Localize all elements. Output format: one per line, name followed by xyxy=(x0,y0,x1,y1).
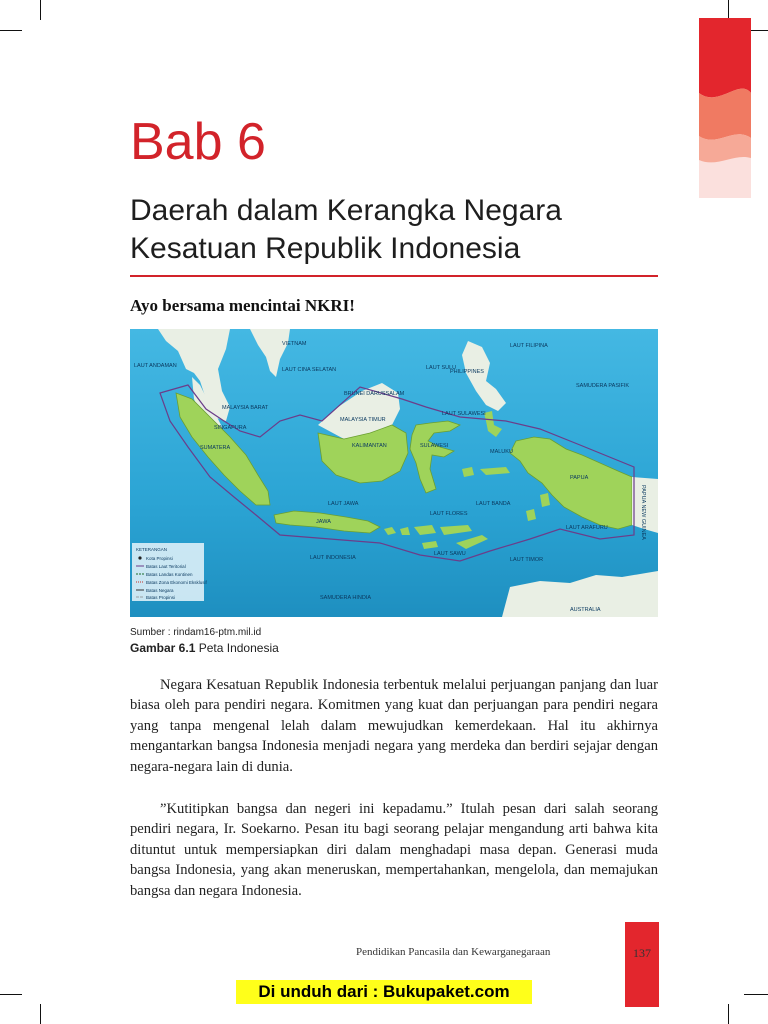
download-banner-text[interactable]: Di unduh dari : Bukupaket.com xyxy=(258,982,510,1001)
figure-caption-number: Gambar 6.1 xyxy=(130,641,196,655)
map-label-laut-cina-selatan: LAUT CINA SELATAN xyxy=(282,367,337,373)
legend-item: Batas Propinsi xyxy=(146,595,176,600)
map-label-singapura: SINGAPURA xyxy=(214,425,247,431)
indonesia-map xyxy=(130,329,658,617)
crop-mark xyxy=(0,30,22,31)
map-label-papua-new-guinea: PAPUA NEW GUINEA xyxy=(640,485,646,540)
map-label-papua: PAPUA xyxy=(570,475,589,481)
map-label-jawa: JAWA xyxy=(316,519,331,525)
map-label-samudera-hindia: SAMUDERA HINDIA xyxy=(320,595,372,601)
body-paragraph-2 xyxy=(130,799,658,901)
title-divider xyxy=(130,275,658,277)
crop-mark xyxy=(744,994,768,995)
map-svg xyxy=(130,329,658,617)
map-label-samudera-pasifik: SAMUDERA PASIFIK xyxy=(576,383,630,389)
chapter-title-line-2: Kesatuan Republik Indonesia xyxy=(130,232,521,265)
chapter-title xyxy=(130,192,562,268)
body-paragraph-1 xyxy=(130,675,658,777)
map-label-sulawesi: SULAWESI xyxy=(420,443,449,449)
crop-mark xyxy=(728,1004,729,1024)
map-label-kalimantan: KALIMANTAN xyxy=(352,443,387,449)
map-label-maluku: MALUKU xyxy=(490,449,513,455)
figure-source: Sumber : rindam16-ptm.mil.id xyxy=(130,627,262,638)
map-label-laut-flores: LAUT FLORES xyxy=(430,511,468,517)
crop-mark xyxy=(0,994,22,995)
legend-item: Batas Laut Teritorial xyxy=(146,564,186,569)
page-number-tab xyxy=(625,922,659,1007)
map-label-australia: AUSTRALIA xyxy=(570,607,601,613)
figure-caption-text: Peta Indonesia xyxy=(198,641,279,655)
body-paragraph-2-text: ”Kutitipkan bangsa dan negeri ini kepadamu.” Itulah pesan dari salah seorang pendiri negara, Ir. Soekarno. Pesan itu bagi seorang pelajar mengandung arti bahwa kita dituntut untuk mempersiapkan diri dalam menghadapi masa depan. Generasi muda bangsa Indonesia, yang akan meneruskan, mempertahankan, mengelola, dan memajukan bangsa dan negara Indonesia. xyxy=(130,801,658,899)
map-label-laut-filipina: LAUT FILIPINA xyxy=(510,343,548,349)
crop-mark xyxy=(40,1004,41,1024)
download-banner[interactable] xyxy=(236,980,532,1004)
footer-book-title: Pendidikan Pancasila dan Kewarganegaraan xyxy=(356,946,551,958)
chapter-label: Bab 6 xyxy=(130,113,266,171)
map-label-brunei: BRUNEI DARUSSALAM xyxy=(344,391,405,397)
map-label-laut-banda: LAUT BANDA xyxy=(476,501,511,507)
chapter-tab-decoration xyxy=(699,18,751,198)
map-label-sumatera: SUMATERA xyxy=(200,445,231,451)
map-label-malaysia-barat: MALAYSIA BARAT xyxy=(222,405,269,411)
figure-caption xyxy=(130,641,279,655)
map-label-laut-timor: LAUT TIMOR xyxy=(510,557,544,563)
legend-item: Batas Landas Kontinen xyxy=(146,572,193,577)
map-label-philippines: PHILIPPINES xyxy=(450,369,484,375)
body-paragraph-1-text: Negara Kesatuan Republik Indonesia terbentuk melalui perjuangan panjang dan luar biasa oleh para pendiri negara. Komitmen yang kuat dan perjuangan para pendiri negara yang tanpa mengenal lelah dalam mewujudkan kemerdekaan. Hal itu akhirnya mengantarkan bangsa Indonesia menjadi negara yang merdeka dan berdiri sejajar dengan negara-negara lain di dunia. xyxy=(130,677,658,775)
map-label-laut-sulu: LAUT SULU xyxy=(426,365,457,371)
section-subtitle: Ayo bersama mencintai NKRI! xyxy=(130,296,355,315)
map-label-vietnam: VIETNAM xyxy=(282,341,307,347)
map-label-laut-arafuru: LAUT ARAFURU xyxy=(566,525,608,531)
legend-item: Batas Zona Ekonomi Eksklusif xyxy=(146,580,207,585)
chapter-title-line-1: Daerah dalam Kerangka Negara xyxy=(130,194,562,227)
page-number: 137 xyxy=(633,946,651,960)
map-label-malaysia-timur: MALAYSIA TIMUR xyxy=(340,417,386,423)
map-label-laut-sawu: LAUT SAWU xyxy=(434,551,466,557)
map-label-laut-andaman: LAUT ANDAMAN xyxy=(134,363,177,369)
legend-item: Batas Negara xyxy=(146,588,174,593)
map-label-laut-sulawesi: LAUT SULAWESI xyxy=(442,411,486,417)
map-legend xyxy=(132,543,208,601)
crop-mark xyxy=(728,0,729,20)
legend-item: Kota Propinsi xyxy=(146,556,173,561)
map-label-laut-jawa: LAUT JAWA xyxy=(328,501,359,507)
map-label-laut-indonesia: LAUT INDONESIA xyxy=(310,555,356,561)
legend-title: KETERANGAN xyxy=(136,547,168,552)
crop-mark xyxy=(40,0,41,20)
